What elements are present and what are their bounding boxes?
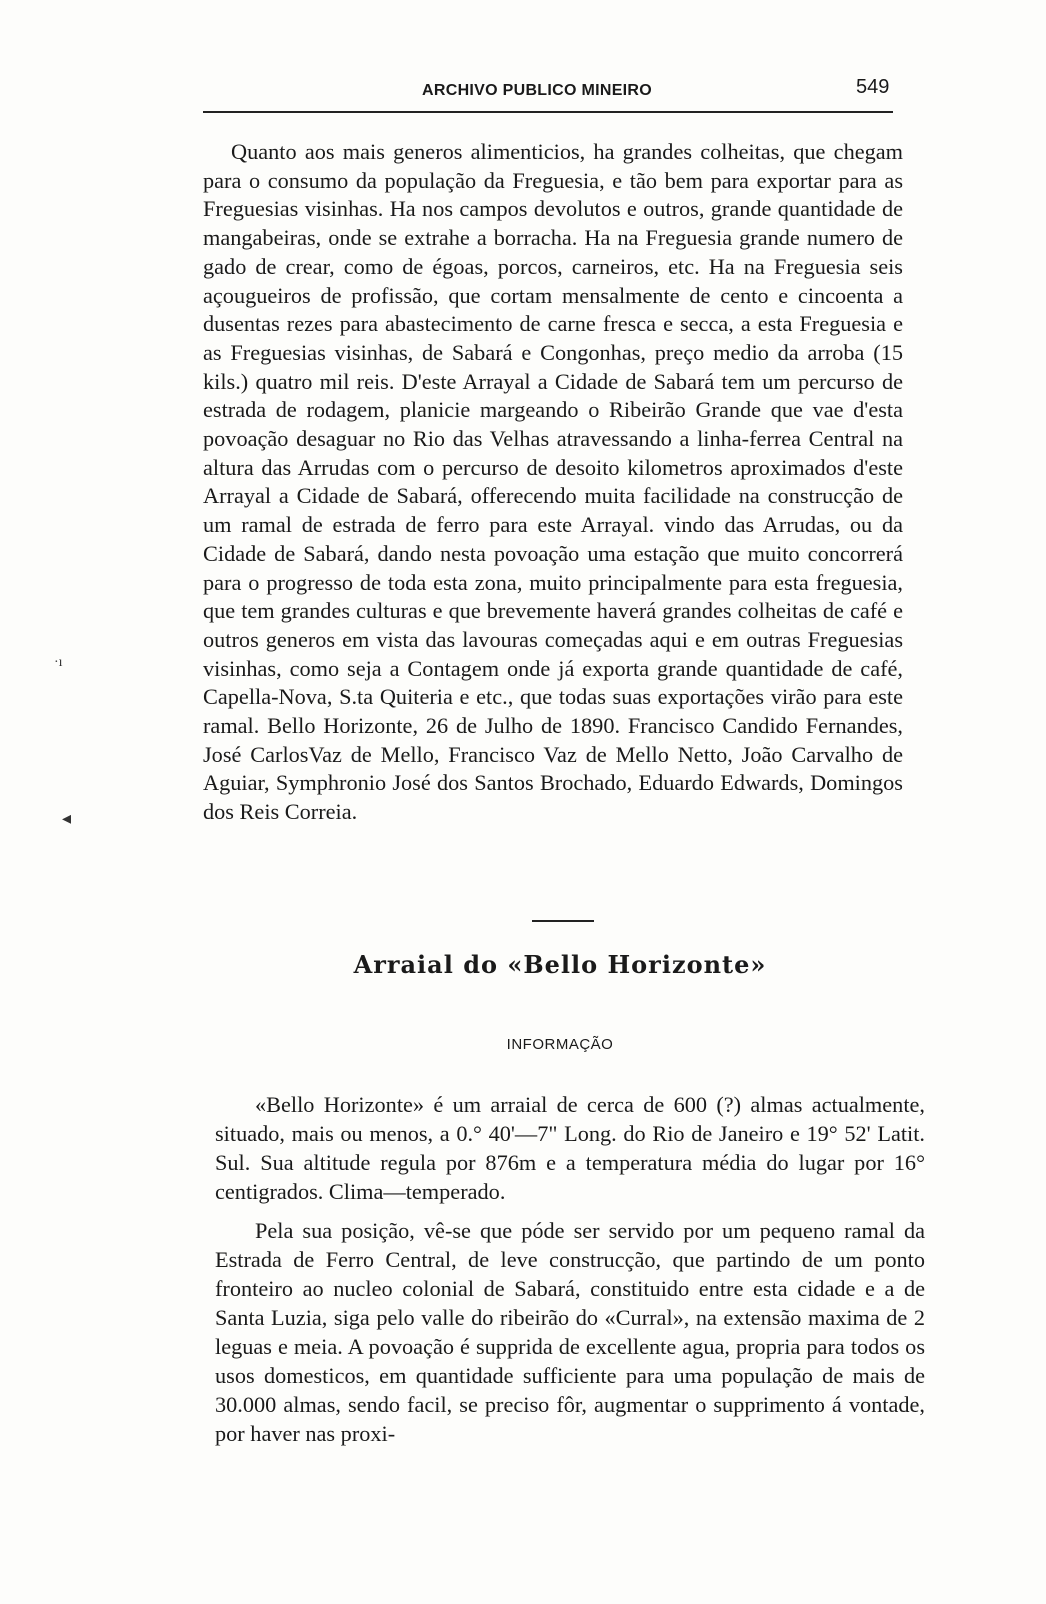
paragraph: Quanto aos mais generos alimenticios, ha grandes colheitas, que chegam para o consumo da população da Freguesia, e tão bem para exportar para as Freguesias visinhas. Ha nos campos devolutos e outros, grande quantidade de mangabeiras, onde se extrahe a borracha. Ha na Freguesia grande numero de gado de crear, como de égoas, porcos, carneiros, etc. Ha na Freguesia seis açougueiros de profissão, que cortam mensalmente de cento e cincoenta a dusentas rezes para abastecimento de carne fresca e secca, a esta Freguesia e as Freguesias visinhas, de Sabará e Congonhas, preço medio da arroba (15 kils.) quatro mil reis. D'este Arrayal a Cidade de Sabará tem um percurso de estrada de rodagem, planicie margeando o Ribeirão Grande que vae d'esta povoação desaguar no Rio das Velhas atravessando a linha-ferrea Central na altura das Arrudas com o percurso de desoito kilometros aproximados d'este Arrayal a Cidade de Sabará, offerecendo muita facilidade na construcção de um ramal de estrada de ferro para este Arrayal. vindo das Arrudas, ou da Cidade de Sabará, dando nesta povoação uma estação que muito concorrerá para o progresso de toda esta zona, muito principalmente para esta freguesia, que tem grandes culturas e que brevemente haverá grandes colheitas de café e outros generos em vista das lavouras começadas aqui e em outras Freguesias visinhas, como seja a Contagem onde já exporta grande quantidade de café, Capella-Nova, S.ta Quiteria e etc., que todas suas exportações virão para este ramal. Bello Horizonte, 26 de Julho de 1890. Francisco Candido Fernandes, José CarlosVaz de Mello, Francisco Vaz de Mello Netto, João Carvalho de Aguiar, Symphronio José dos Santos Brochado, Eduardo Edwards, Domingos dos Reis Correia. <box>203 139 903 825</box>
page-header <box>200 74 900 104</box>
section-title: Arraial do «Bello Horizonte» <box>353 950 767 979</box>
paragraph: «Bello Horizonte» é um arraial de cerca de 600 (?) almas actualmente, situado, mais ou menos, a 0.° 40'—7" Long. do Rio de Janeiro e 19° 52' Latit. Sul. Sua altitude regula por 876m e a temperatura média do lugar por 16° centigrados. Clima—temperado. <box>215 1092 925 1204</box>
body-text <box>203 138 903 827</box>
running-title: ARCHIVO PUBLICO MINEIRO <box>422 82 653 99</box>
page-number: 549 <box>856 76 890 98</box>
margin-mark: ·ı <box>54 655 63 670</box>
margin-mark: ◂ <box>62 808 72 828</box>
paragraph: Pela sua posição, vê-se que póde ser servido por um pequeno ramal da Estrada de Ferro Central, de leve construcção, que partindo de um ponto fronteiro ao nucleo colonial de Sabará, constituido entre esta cidade e a de Santa Luzia, siga pelo valle do ribeirão do «Curral», na extensão maxima de 2 leguas e meia. A povoação é supprida de excellente agua, propria para todos os usos domesticos, em quantidade sufficiente para uma população de mais de 30.000 almas, sendo facil, se preciso fôr, augmentar o supprimento á vontade, por haver nas proxi- <box>215 1218 925 1446</box>
section-subtitle: INFORMAÇÃO <box>506 1036 614 1053</box>
info-text <box>215 1090 925 1448</box>
header-rule <box>203 111 893 113</box>
section-divider <box>532 920 594 922</box>
